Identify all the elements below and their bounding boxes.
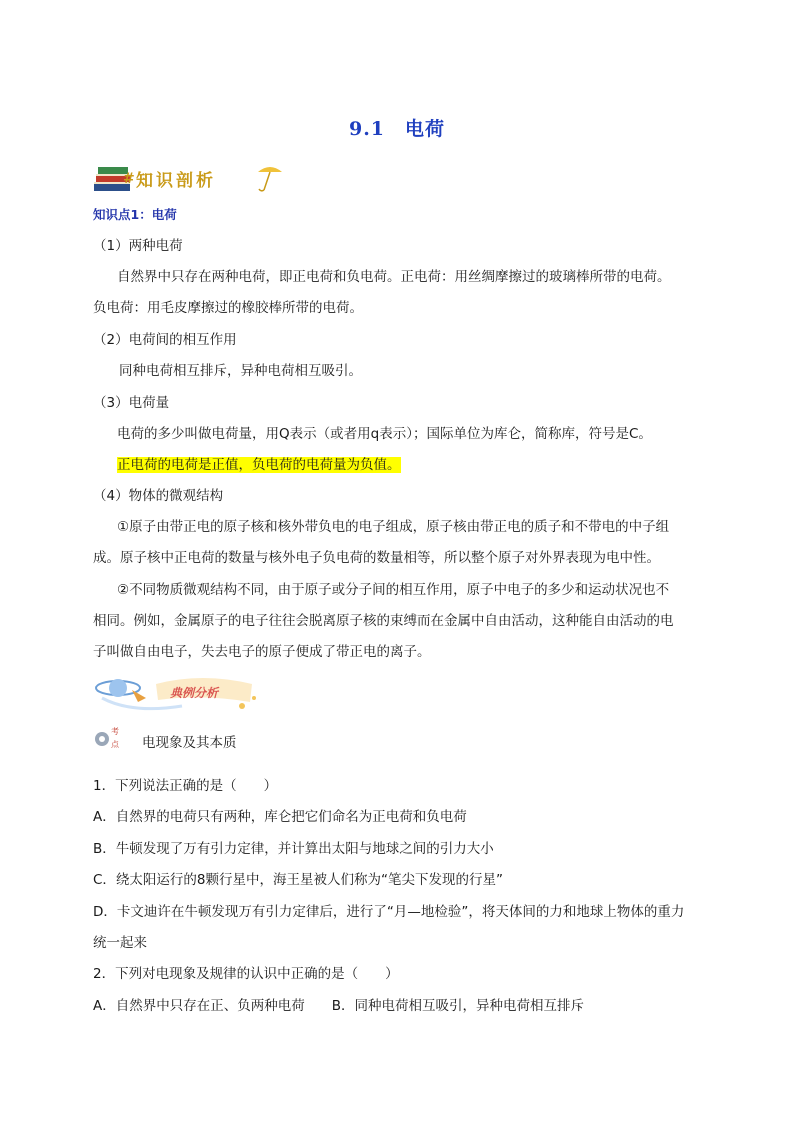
knowledge-banner — [92, 160, 284, 196]
section-1-text-2: 负电荷：用毛皮摩擦过的橡胶棒所带的电荷。 — [93, 300, 363, 316]
section-4-p1-line2: 成。原子核中正电荷的数量与核外电子负电荷的数量相等，所以整个原子对外界表现为电中性。 — [93, 550, 660, 566]
question-2-options-ab: A．自然界中只存在正、负两种电荷 B．同种电荷相互吸引，异种电荷相互排斥 — [93, 998, 584, 1014]
section-3-text: 电荷的多少叫做电荷量，用Q表示（或者用q表示）；国际单位为库仑，简称库，符号是C。 — [117, 426, 652, 442]
knowledge-point-title: 知识点1：电荷 — [93, 207, 177, 222]
planet-icon — [92, 668, 272, 716]
banner-title: 知识剖析 — [136, 171, 216, 191]
section-2-text: 同种电荷相互排斥，异种电荷相互吸引。 — [119, 363, 362, 379]
svg-text:#: # — [123, 171, 135, 187]
question-1: 1．下列说法正确的是（ ） — [93, 778, 278, 794]
question-1-option-d-line1: D．卡文迪许在牛顿发现万有引力定律后，进行了“月—地检验”，将天体间的力和地球上物体的重力 — [93, 904, 685, 920]
section-4-p2-line3: 子叫做自由电子，失去电子的原子便成了带正电的离子。 — [93, 644, 431, 660]
section-4-heading: （4）物体的微观结构 — [93, 488, 224, 504]
kaodian-badge — [92, 723, 130, 753]
kaodian-line2: 点 — [111, 740, 119, 749]
section-1-text-1: 自然界中只存在两种电荷，即正电荷和负电荷。正电荷：用丝绸摩擦过的玻璃棒所带的电荷。 — [117, 269, 671, 285]
section-4-p2-line1: ②不同物质微观结构不同，由于原子或分子间的相互作用，原子中电子的多少和运动状况也不 — [117, 582, 670, 598]
question-1-option-c: C．绕太阳运行的8颗行星中，海王星被人们称为“笔尖下发现的行星” — [93, 872, 504, 888]
section-3-heading: （3）电荷量 — [93, 395, 170, 411]
section-1-heading: （1）两种电荷 — [93, 238, 183, 254]
kaodian-icon — [92, 723, 130, 753]
question-1-option-d-line2: 统一起来 — [93, 935, 147, 951]
kaodian-line1: 考 — [111, 727, 119, 736]
question-1-option-b: B．牛顿发现了万有引力定律，并计算出太阳与地球之间的引力大小 — [93, 841, 494, 857]
example-banner-text: 典例分析 — [170, 686, 219, 700]
question-1-option-a: A．自然界的电荷只有两种，库仑把它们命名为正电荷和负电荷 — [93, 809, 467, 825]
highlighted-text: 正电荷的电荷是正值，负电荷的电荷量为负值。 — [117, 457, 401, 473]
example-banner — [92, 668, 272, 716]
section-2-heading: （2）电荷间的相互作用 — [93, 332, 237, 348]
page-title: 9.1 电荷 — [348, 118, 446, 140]
section-4-p1-line1: ①原子由带正电的原子核和核外带负电的电子组成，原子核由带正电的质子和不带电的中子组 — [117, 519, 670, 535]
section-4-p2-line2: 相同。例如，金属原子的电子往往会脱离原子核的束缚而在金属中自由活动，这种能自由活动的电 — [93, 613, 674, 629]
kaodian-topic: 电现象及其本质 — [142, 735, 237, 751]
question-2: 2．下列对电现象及规律的认识中正确的是（ ） — [93, 966, 399, 982]
section-3-highlight-line — [117, 455, 401, 475]
